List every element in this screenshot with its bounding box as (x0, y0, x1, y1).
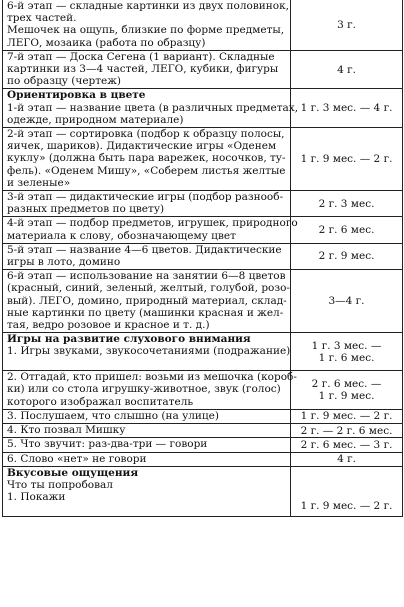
activity-line: 1. Покажи (7, 491, 66, 504)
activity-line: тая, ведро розовое и красное и т. д.) (7, 319, 210, 332)
activity-line: одежде, природном материале) (7, 113, 184, 126)
age-cell (291, 466, 403, 516)
activity-line: фель). «Оденем Мишу», «Соберем листья желтые (7, 164, 286, 177)
age-line: 1 г. 9 мес. — 2 г. (300, 410, 393, 423)
activity-line: яичек, шариков). Дидактические игры «Оденем (7, 140, 277, 153)
age-cell (291, 409, 403, 423)
age-cell (291, 333, 403, 371)
activity-line: разных предметов по цвету) (7, 203, 165, 216)
activity-line: 1-й этап — название цвета (в различных предметах, (7, 101, 299, 114)
age-line: 3—4 г. (328, 295, 365, 308)
age-line: 2 г. — 2 г. 6 мес. (300, 424, 393, 437)
age-line: 2 г. 6 мес. (318, 224, 375, 237)
age-cell (291, 191, 403, 217)
activity-line: ЛЕГО, мозаика (работа по образцу) (7, 36, 206, 49)
age-line: 2 г. 3 мес. (318, 197, 375, 210)
activity-cell (3, 409, 291, 423)
activity-line: 7-й этап — Доска Сегена (1 вариант). Складные (7, 50, 275, 63)
age-line: 3 г. (337, 18, 356, 31)
table-row (3, 466, 403, 516)
age-line: 1 г. 3 мес. — (311, 339, 382, 352)
activity-cell (3, 191, 291, 217)
activity-line: 3-й этап — дидактические игры (подбор разнооб- (7, 191, 284, 204)
age-cell (291, 438, 403, 452)
table-row (3, 270, 403, 333)
activity-cell (3, 0, 291, 50)
age-cell (291, 128, 403, 191)
activity-line: вый). ЛЕГО, домино, природный материал, склад- (7, 294, 287, 307)
activity-cell (3, 438, 291, 452)
activity-line: 6. Слово «нет» не говори (7, 452, 147, 465)
activity-cell (3, 89, 299, 128)
activity-line: 1. Игры звуками, звукосочетаниями (подражание) (7, 345, 291, 358)
activity-line: 2. Отгадай, кто пришел: возьми из мешочка (короб- (7, 371, 297, 384)
age-cell (291, 371, 403, 410)
table-row (3, 217, 403, 243)
table-row (3, 0, 403, 50)
activity-cell (3, 243, 291, 269)
age-line: 1 г. 9 мес. — 2 г. (300, 499, 393, 512)
activity-cell (3, 270, 291, 333)
activity-cell (3, 452, 291, 466)
activity-line: куклу» (должна быть пара варежек, носочков, ту- (7, 152, 286, 165)
age-cell (291, 452, 403, 466)
activity-line: которого изображал воспитатель (7, 395, 194, 408)
table-row (3, 191, 403, 217)
activity-line: Что ты попробовал (7, 478, 113, 491)
activity-line: 5. Что звучит: раз-два-три — говори (7, 438, 208, 451)
section-heading: Вкусовые ощущения (7, 466, 139, 479)
activity-line: 6-й этап — складные картинки из двух половинок, (7, 0, 289, 12)
activity-line: 2-й этап — сортировка (подбор к образцу полосы, (7, 128, 285, 141)
activity-line: 4. Кто позвал Мишку (7, 424, 126, 437)
activity-line: игры в лото, домино (7, 256, 121, 269)
table-row (3, 333, 403, 371)
activity-line: 6-й этап — использование на занятии 6—8 цветов (7, 270, 286, 283)
age-line: 2 г. 6 мес. — 3 г. (300, 438, 393, 451)
age-line: 1 г. 9 мес. (318, 390, 375, 403)
activity-line: 3. Послушаем, что слышно (на улице) (7, 409, 219, 422)
activity-cell (3, 424, 291, 438)
age-cell (291, 243, 403, 269)
section-heading: Ориентировка в цвете (7, 89, 146, 102)
age-cell (291, 89, 403, 128)
activity-line: Мешочек на ощупь, близкие по форме предметы, (7, 24, 285, 37)
table-row (3, 452, 403, 466)
activity-line: ные картинки по цвету (машинки красная и жел- (7, 306, 284, 319)
table-row (3, 424, 403, 438)
activity-cell (3, 371, 297, 410)
activity-cell (3, 128, 291, 191)
age-cell (291, 424, 403, 438)
age-line: 1 г. 6 мес. (318, 351, 375, 364)
table-row (3, 50, 403, 89)
age-line: 1 г. 3 мес. — 4 г. (300, 102, 393, 115)
activity-cell (3, 466, 291, 516)
table-row (3, 243, 403, 269)
activity-line: картинки из 3—4 частей, ЛЕГО, кубики, фигуры (7, 63, 279, 76)
age-line: 4 г. (337, 453, 356, 465)
table-row (3, 438, 403, 452)
age-cell (291, 50, 403, 89)
section-heading: Игры на развитие слухового внимания (7, 333, 251, 346)
age-line: 4 г. (337, 63, 356, 76)
activity-line: 5-й этап — название 4—6 цветов. Дидактические (7, 243, 282, 256)
age-line: 2 г. 6 мес. — (311, 377, 382, 390)
activity-cell (3, 50, 291, 89)
activity-line: ки) или со стола игрушку-животное, звук (голос) (7, 383, 281, 396)
age-cell (291, 270, 403, 333)
table-row (3, 128, 403, 191)
table-row (3, 409, 403, 423)
table-row (3, 89, 403, 128)
table-row (3, 371, 403, 410)
activity-line: 4-й этап — подбор предметов, игрушек, природного (7, 217, 298, 230)
age-line: 1 г. 9 мес. — 2 г. (300, 152, 393, 165)
activity-line: трех частей. (7, 12, 77, 25)
activity-cell (3, 217, 298, 243)
activity-cell (3, 333, 291, 371)
activity-line: материала к слову, обозначающему цвет (7, 229, 236, 242)
development-schedule-table (2, 0, 403, 517)
age-cell (291, 217, 403, 243)
age-line: 2 г. 9 мес. (318, 250, 375, 263)
age-cell (291, 0, 403, 50)
activity-line: (красный, синий, зеленый, желтый, голубой, розо- (7, 282, 290, 295)
activity-line: и зеленые» (7, 176, 71, 189)
activity-line: по образцу (чертеж) (7, 75, 122, 88)
